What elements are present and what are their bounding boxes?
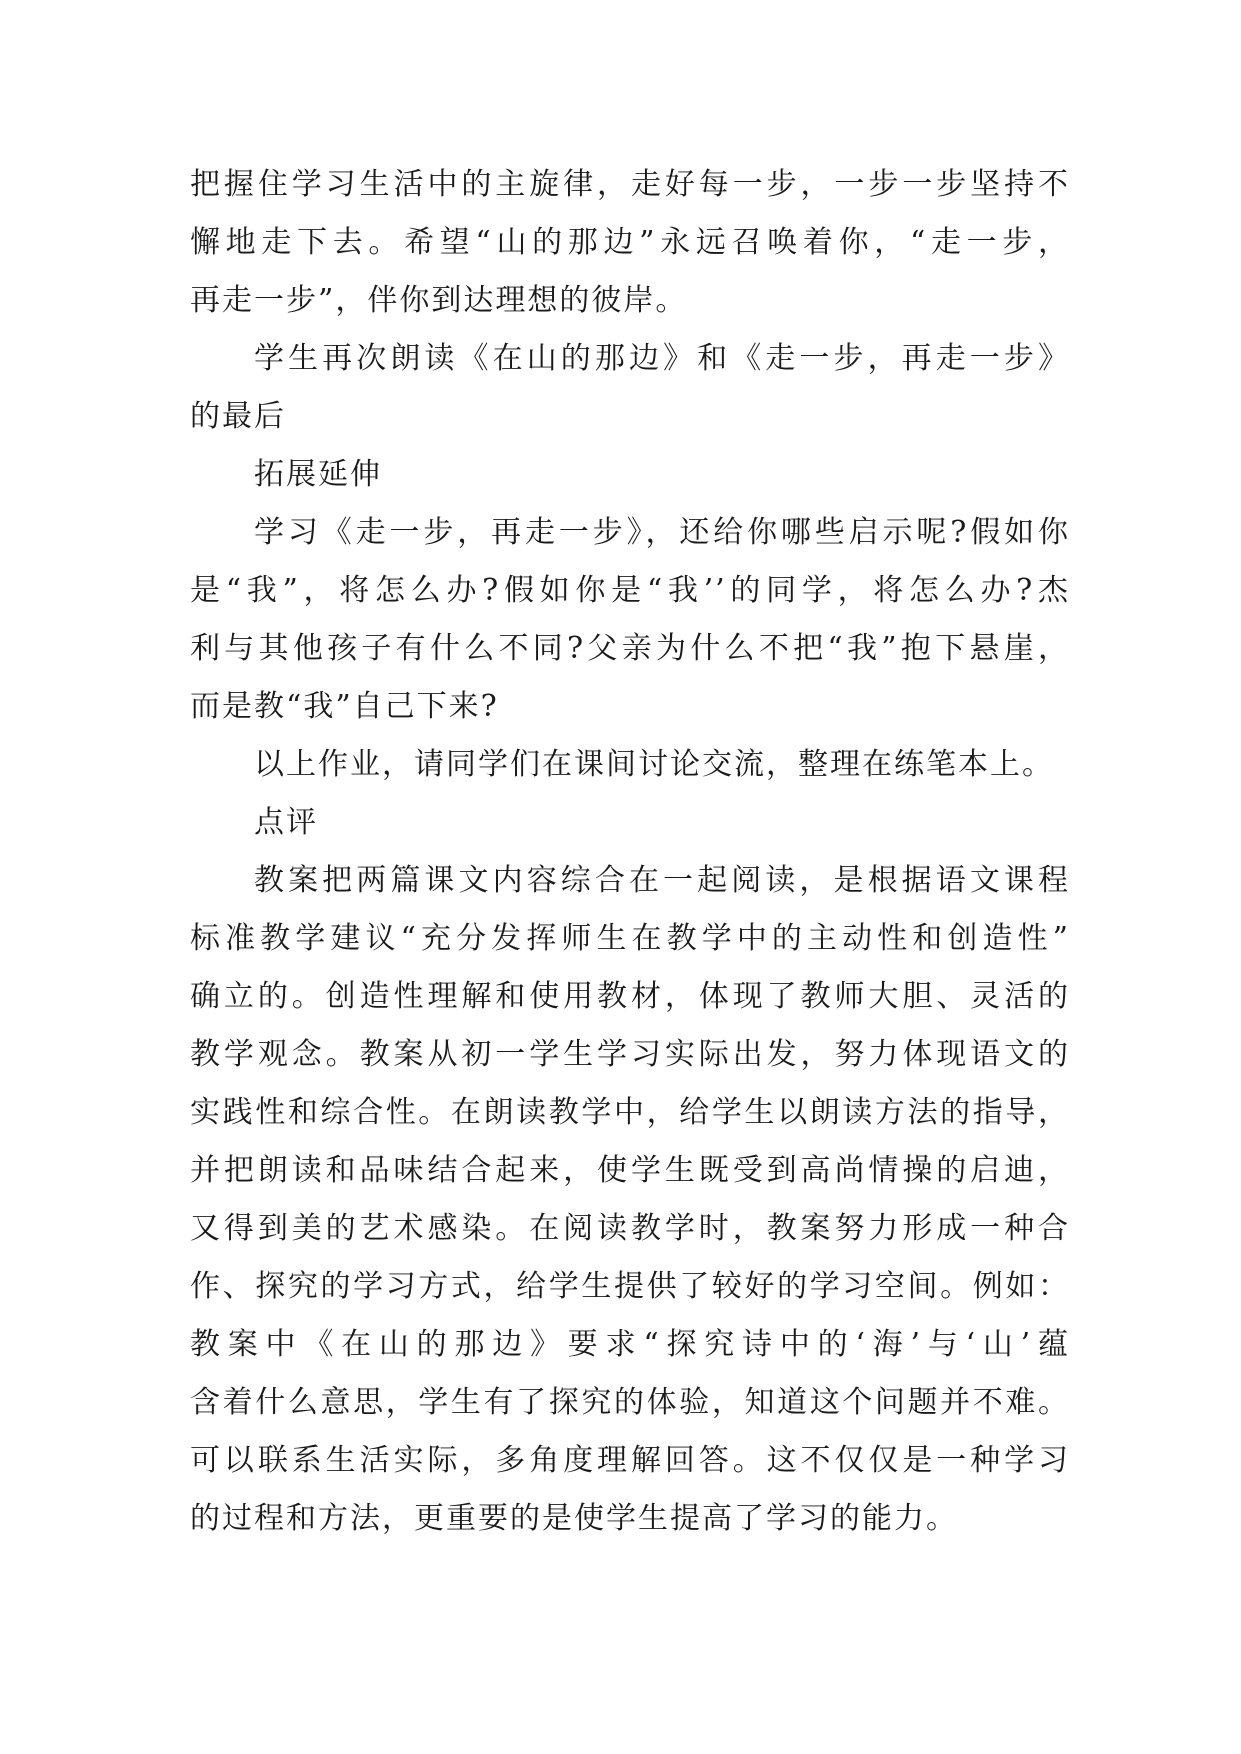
text-line: 教案把两篇课文内容综合在一起阅读，是根据语文课程	[254, 863, 1070, 898]
text-line: 教学观念。教案从初一学生学习实际出发，努力体现语文的	[190, 1037, 1070, 1072]
text-line: 并把朗读和品味结合起来，使学生既受到高尚情操的启迪，	[190, 1153, 1070, 1188]
text-line: 确立的。创造性理解和使用教材，体现了教师大胆、灵活的	[190, 979, 1070, 1014]
paragraph-commentary	[190, 852, 1070, 1548]
section-heading-extension	[190, 446, 1070, 504]
text-line: 又得到美的艺术感染。在阅读教学时，教案努力形成一种合	[190, 1211, 1070, 1246]
text-line: 以上作业，请同学们在课间讨论交流，整理在练笔本上。	[254, 747, 1054, 782]
text-line: 含着什么意思，学生有了探究的体验，知道这个问题并不难。	[190, 1385, 1070, 1420]
paragraph-homework	[190, 736, 1070, 794]
paragraph-reread-instruction	[190, 330, 1070, 446]
section-heading-commentary	[190, 794, 1070, 852]
text-line: 而是教“我”自己下来?	[190, 689, 499, 724]
document-body	[190, 156, 1070, 1548]
text-line: 再走一步”，伴你到达理想的彼岸。	[190, 283, 688, 318]
text-line: 可以联系生活实际，多角度理解回答。这不仅仅是一种学习	[190, 1443, 1070, 1478]
text-line: 把握住学习生活中的主旋律，走好每一步，一步一步坚持不	[190, 167, 1070, 202]
text-line: 是“我”，将怎么办?假如你是“我’’的同学，将怎么办?杰	[190, 573, 1070, 608]
text-line: 利与其他孩子有什么不同?父亲为什么不把“我”抱下悬崖，	[190, 631, 1070, 666]
section-heading: 点评	[254, 805, 318, 840]
text-line: 懈地走下去。希望“山的那边”永远召唤着你，“走一步，	[190, 225, 1070, 260]
paragraph-conclusion	[190, 156, 1070, 330]
paragraph-extension-questions	[190, 504, 1070, 736]
text-line: 作、探究的学习方式，给学生提供了较好的学习空间。例如：	[190, 1269, 1070, 1304]
text-line: 学生再次朗读《在山的那边》和《走一步，再走一步》	[254, 341, 1070, 376]
text-line: 实践性和综合性。在朗读教学中，给学生以朗读方法的指导，	[190, 1095, 1070, 1130]
section-heading: 拓展延伸	[254, 457, 382, 492]
text-line: 的最后	[190, 399, 286, 434]
text-line: 标准教学建议“充分发挥师生在教学中的主动性和创造性”	[190, 921, 1070, 956]
text-line: 学习《走一步，再走一步》，还给你哪些启示呢?假如你	[254, 515, 1070, 550]
text-line: 的过程和方法，更重要的是使学生提高了学习的能力。	[190, 1501, 958, 1536]
text-line: 教案中《在山的那边》要求“探究诗中的‘海’与‘山’蕴	[190, 1327, 1070, 1362]
